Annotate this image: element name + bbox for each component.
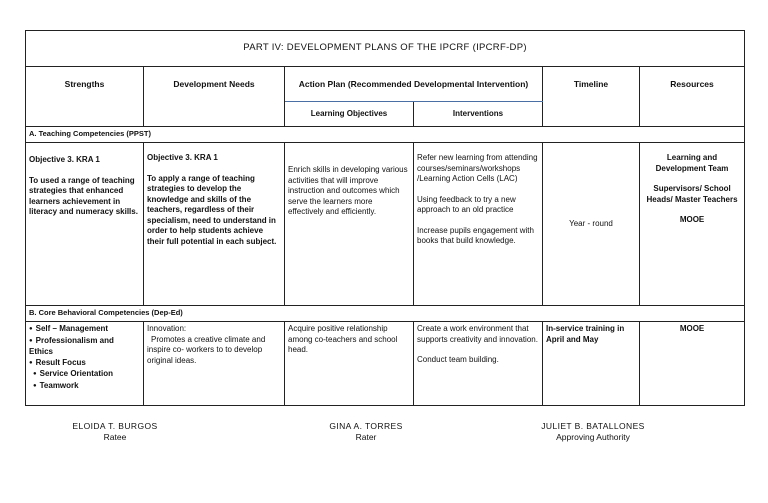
strength-item: ● Service Orientation — [29, 369, 140, 381]
intervention-item: Using feedback to try a new approach to an old practice — [417, 194, 516, 214]
page-title: PART IV: DEVELOPMENT PLANS OF THE IPCRF (IPCRF-DP) — [26, 31, 745, 67]
signature-rater — [291, 421, 441, 443]
section-a-strengths-text: To used a range of teaching strategies that enhanced learners achievement in literacy and numeracy skills. — [29, 175, 138, 216]
signature-role: Approving Authority — [556, 432, 630, 442]
signature-name: JULIET B. BATALLONES — [541, 421, 645, 431]
signature-ratee — [40, 421, 190, 443]
signature-approving-authority — [513, 421, 673, 443]
section-a-interventions — [414, 143, 543, 306]
section-a-learning-objectives: Enrich skills in developing various activities that will improve instruction and outcomes which serve the learners more effectively and efficiently. — [285, 143, 414, 306]
section-b-resources: MOOE — [640, 322, 745, 406]
section-b-development-needs — [144, 322, 285, 406]
section-b-needs-title: Innovation: — [147, 324, 187, 333]
header-timeline: Timeline — [543, 67, 640, 127]
intervention-item: Create a work environment that supports creativity and innovation. — [417, 324, 538, 344]
section-a-strengths — [26, 143, 144, 306]
header-development-needs: Development Needs — [144, 67, 285, 127]
strength-item: ● Professionalism and Ethics — [29, 336, 140, 358]
signature-role: Rater — [355, 432, 377, 442]
strength-item: ● Self – Management — [29, 324, 140, 336]
header-action-plan: Action Plan (Recommended Developmental Intervention) — [285, 67, 543, 102]
section-a-timeline: Year - round — [543, 143, 640, 306]
intervention-item: Conduct team building. — [417, 355, 499, 364]
resource-item: Supervisors/ School Heads/ Master Teachers — [646, 184, 738, 204]
header-interventions: Interventions — [414, 102, 543, 127]
header-learning-objectives: Learning Objectives — [285, 102, 414, 127]
section-b-label: B. Core Behavioral Competencies (Dep-Ed) — [26, 306, 745, 322]
section-b-strengths — [26, 322, 144, 406]
signature-role: Ratee — [103, 432, 127, 442]
resource-item: MOOE — [679, 215, 705, 224]
strength-item: ● Teamwork — [29, 381, 140, 393]
signature-name: GINA A. TORRES — [329, 421, 403, 431]
section-a-label: A. Teaching Competencies (PPST) — [26, 127, 745, 143]
section-b-learning-objectives: Acquire positive relationship among co-teachers and school head. — [285, 322, 414, 406]
signature-name: ELOIDA T. BURGOS — [72, 421, 158, 431]
intervention-item: Increase pupils engagement with books that build knowledge. — [417, 225, 534, 245]
section-a-development-needs — [144, 143, 285, 306]
header-strengths: Strengths — [26, 67, 144, 127]
section-a-strengths-title: Objective 3. KRA 1 — [29, 155, 100, 164]
section-b-interventions — [414, 322, 543, 406]
development-plan-table — [25, 30, 745, 406]
strength-item: ● Result Focus — [29, 358, 140, 370]
section-b-needs-text: Promotes a creative climate and inspire co- workers to to develop original ideas. — [147, 334, 266, 365]
section-a-needs-text: To apply a range of teaching strategies to develop the knowledge and skills of the teachers, regardless of their specialism, need to understand in order to help students achieve their full potential in each subject. — [147, 173, 277, 246]
section-a-needs-title: Objective 3. KRA 1 — [147, 153, 218, 162]
resource-item: Learning and Development Team — [655, 153, 729, 173]
intervention-item: Refer new learning from attending courses/seminars/workshops /Learning Action Cells (LAC) — [417, 153, 538, 183]
section-a-resources — [640, 143, 745, 306]
header-resources: Resources — [640, 67, 745, 127]
section-b-timeline: In-service training in April and May — [543, 322, 640, 406]
